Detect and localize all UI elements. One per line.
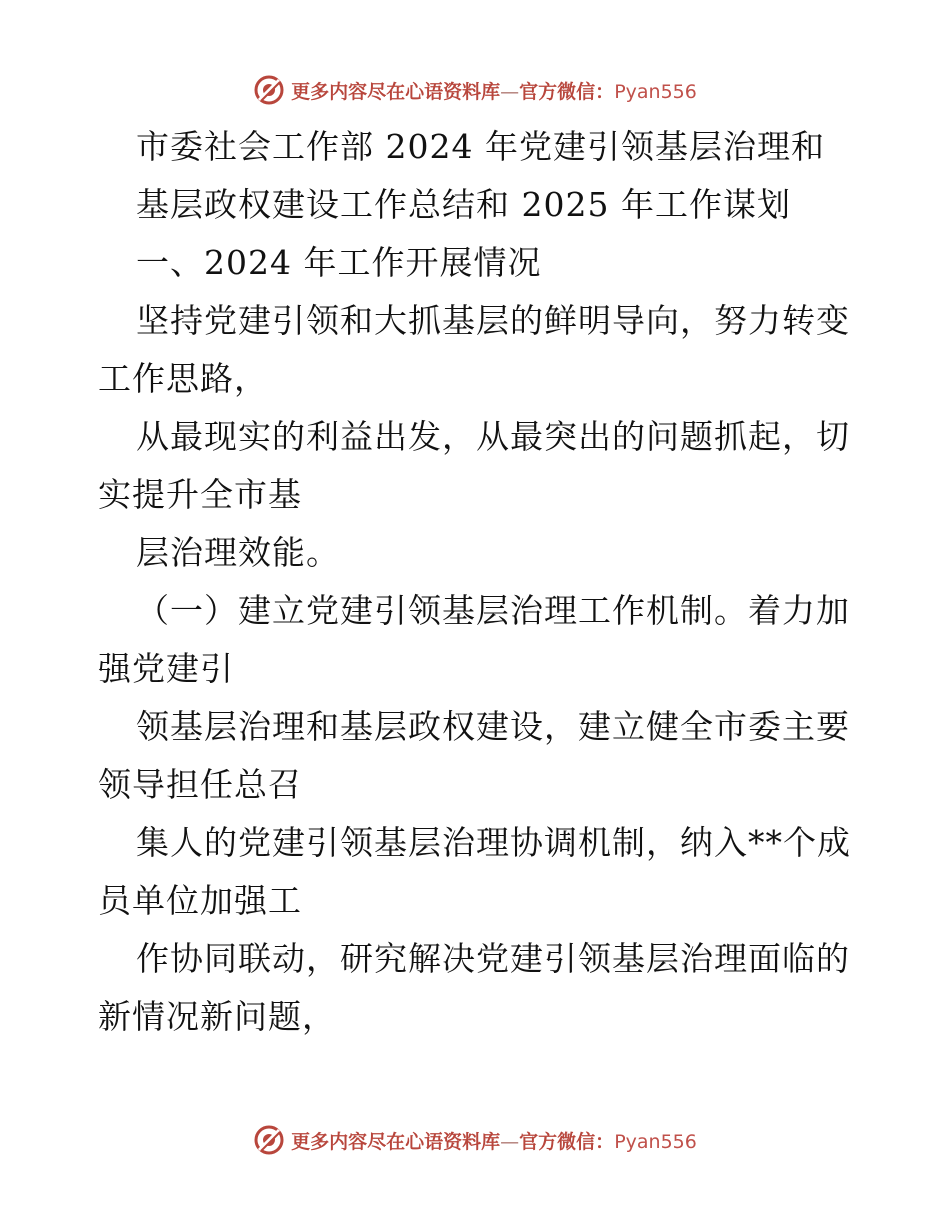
doc-title-line-2: 基层政权建设工作总结和 2025 年工作谋划: [136, 185, 791, 224]
seal-logo-icon: [253, 1124, 285, 1156]
paragraph-line: 工作思路，: [98, 359, 268, 398]
document-body: [98, 118, 858, 1046]
paragraph-line: 员单位加强工: [98, 881, 302, 920]
subsection-heading-line: （一）建立党建引领基层治理工作机制。着力加: [136, 591, 850, 630]
doc-title-line-1: 市委社会工作部 2024 年党建引领基层治理和: [136, 127, 825, 166]
paragraph-line: 实提升全市基: [98, 475, 302, 514]
footer-watermark-banner: [0, 1120, 950, 1160]
paragraph-line: 作协同联动，研究解决党建引领基层治理面临的: [136, 939, 850, 978]
section-heading: 一、2024 年工作开展情况: [136, 243, 542, 282]
watermark-text: 更多内容尽在心语资料库—官方微信：Pyan556: [291, 1130, 697, 1153]
paragraph-line: 领导担任总召: [98, 765, 302, 804]
watermark-text: 更多内容尽在心语资料库—官方微信：Pyan556: [291, 80, 697, 103]
header-watermark-banner: [0, 70, 950, 110]
paragraph-line: 新情况新问题，: [98, 997, 336, 1036]
paragraph-line: 坚持党建引领和大抓基层的鲜明导向，努力转变: [136, 301, 850, 340]
seal-logo-icon: [253, 74, 285, 106]
paragraph-line: 从最现实的利益出发，从最突出的问题抓起，切: [136, 417, 850, 456]
paragraph-line: 层治理效能。: [136, 533, 340, 572]
paragraph-line: 强党建引: [98, 649, 234, 688]
paragraph-line: 集人的党建引领基层治理协调机制，纳入**个成: [136, 823, 851, 862]
paragraph-line: 领基层治理和基层政权建设，建立健全市委主要: [136, 707, 850, 746]
